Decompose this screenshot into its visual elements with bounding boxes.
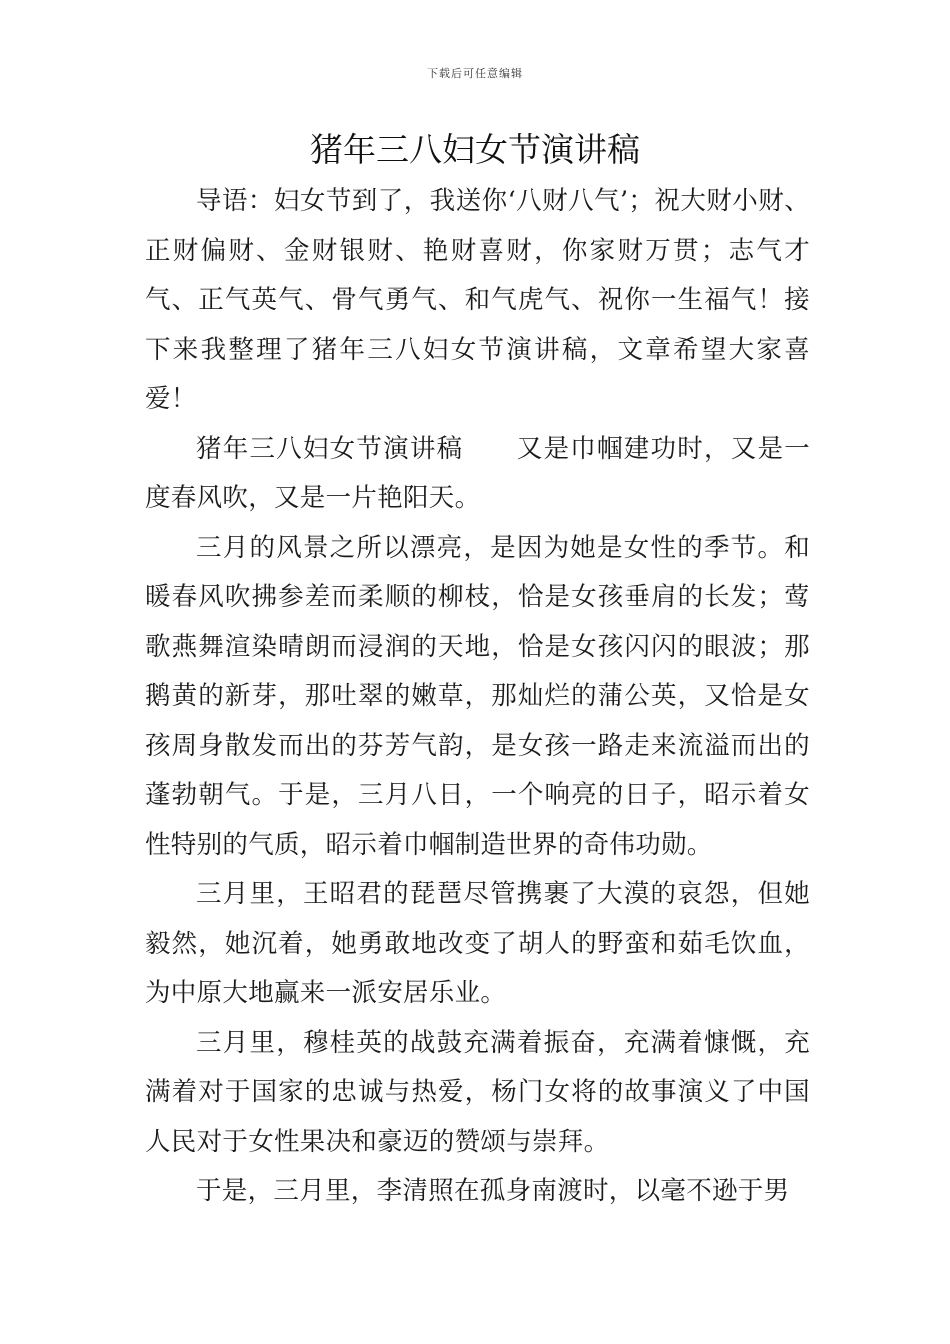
paragraph-march-scenery: 三月的风景之所以漂亮，是因为她是女性的季节。和暖春风吹拂参差而柔顺的柳枝，恰是女孩垂肩的长发；莺歌燕舞渲染晴朗而浸润的天地，恰是女孩闪闪的眼波；那鹅黄的新芽，那吐翠的嫩草，那灿烂的蒲公英，又恰是女孩周身散发而出的芬芳气韵，是女孩一路走来流溢而出的蓬勃朝气。于是，三月八日，一个响亮的日子，昭示着女性特别的气质，昭示着巾帼制造世界的奇伟功勋。 <box>145 532 810 860</box>
page-header-note: 下载后可任意编辑 <box>427 67 523 80</box>
document-body <box>145 177 810 1217</box>
paragraph-wang-zhaojun: 三月里，王昭君的琵琶尽管携裹了大漠的哀怨，但她毅然，她沉着，她勇敢地改变了胡人的野蛮和茹毛饮血，为中原大地赢来一派安居乐业。 <box>145 879 810 1008</box>
paragraph-li-qingzhao: 于是，三月里，李清照在孤身南渡时，以毫不逊于男 <box>196 1176 790 1206</box>
paragraph-mu-guiying: 三月里，穆桂英的战鼓充满着振奋，充满着慷慨，充满着对于国家的忠诚与热爱，杨门女将的故事演义了中国人民对于女性果决和豪迈的赞颂与崇拜。 <box>145 1027 810 1157</box>
paragraph-intro: 导语：妇女节到了，我送你‘八财八气’；祝大财小财、正财偏财、金财银财、艳财喜财，你家财万贯；志气才气、正气英气、骨气勇气、和气虎气、祝你一生福气！接下来我整理了猪年三八妇女节演讲稿，文章希望大家喜爱！ <box>145 186 810 414</box>
paragraph-opening: 猪年三八妇女节演讲稿 又是巾帼建功时，又是一度春风吹，又是一片艳阳天。 <box>145 433 810 513</box>
document-title: 猪年三八妇女节演讲稿 <box>310 130 640 169</box>
